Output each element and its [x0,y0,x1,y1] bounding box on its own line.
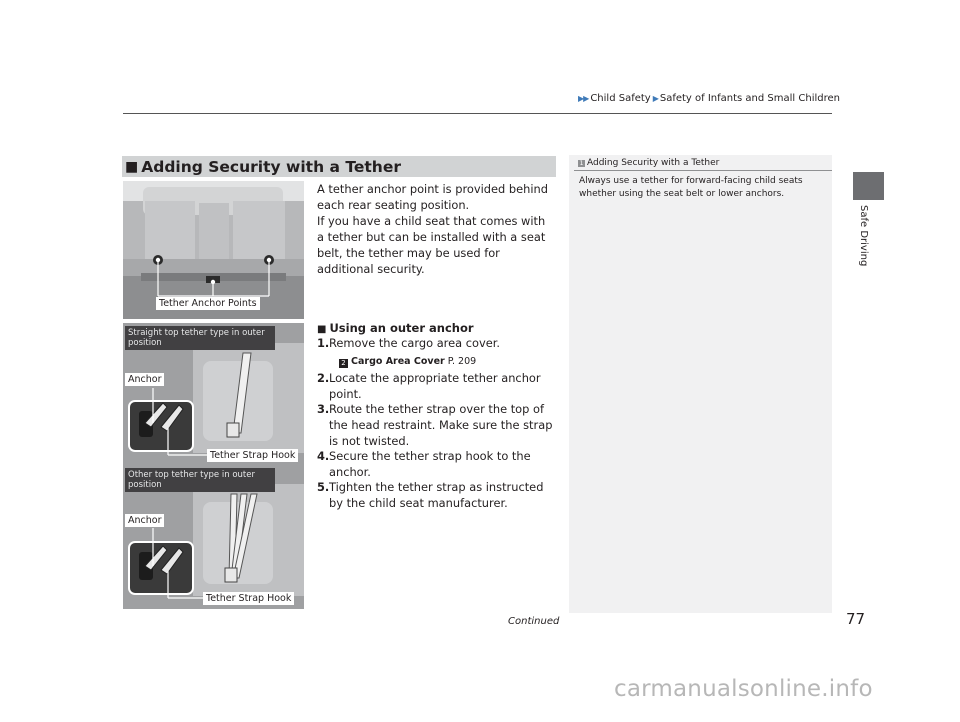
step-item [317,480,557,511]
step-item [317,449,557,480]
reference-label: Cargo Area Cover [351,355,445,367]
page-number: 77 [846,610,866,628]
notes-title-text: Adding Security with a Tether [587,158,720,168]
subsection-title: Using an outer anchor [329,321,474,335]
breadcrumb-arrow-icon: ▶ [652,94,658,103]
breadcrumb-parent: Child Safety [590,93,651,104]
step-number: 2. [317,371,330,386]
intro-text [317,181,555,277]
tether-anchor-points-label: Tether Anchor Points [156,297,260,310]
notes-sidebar [569,155,832,613]
step-text: Tighten the tether strap as instructed by the child seat manufacturer. [329,480,544,510]
step-item [317,402,557,449]
notes-rule [574,170,832,171]
cross-reference-link[interactable] [317,354,557,370]
figure-tether-anchor-points [123,181,304,319]
step-number: 5. [317,480,330,495]
intro-paragraph-2: If you have a child seat that comes with a tether but can be installed with a seat belt, the tether may be used for additional security. [317,214,546,276]
tether-strap-hook-label: Tether Strap Hook [203,592,294,605]
section-heading [122,156,556,177]
breadcrumb-arrow-icon: ▶▶ [578,94,589,103]
note-marker-icon: 1 [579,160,584,167]
straight-tether-caption: Straight top tether type in outer position [125,326,275,350]
anchor-label: Anchor [125,373,164,386]
notes-title [578,158,719,168]
step-text: Locate the appropriate tether anchor point. [329,371,541,401]
reference-page: P. 209 [447,355,477,367]
step-number: 3. [317,402,330,417]
step-text: Route the tether strap over the top of the head restraint. Make sure the strap is not twisted. [329,402,553,448]
breadcrumb [578,93,840,104]
watermark: carmanualsonline.info [614,676,873,702]
step-number: 4. [317,449,330,464]
breadcrumb-current: Safety of Infants and Small Children [659,93,840,104]
intro-paragraph-1: A tether anchor point is provided behind each rear seating position. [317,182,548,212]
other-tether-caption: Other top tether type in outer position [125,468,275,492]
continued-label: Continued [508,616,560,627]
chapter-tab-marker [853,172,884,200]
notes-text: Always use a tether for forward-facing child seats whether using the seat belt or lower anchors. [579,176,803,199]
steps-list [317,336,557,512]
step-number: 1. [317,336,330,350]
figure-straight-tether [123,323,304,466]
reference-arrow-icon: 2 [339,359,348,368]
step-text: Remove the cargo area cover. [329,336,500,350]
header-rule [123,113,832,114]
subsection-heading [317,321,474,335]
anchor-label: Anchor [125,514,164,527]
step-item [317,336,557,352]
figure-other-tether [123,466,304,609]
tether-strap-hook-label: Tether Strap Hook [207,449,298,462]
chapter-tab-label: Safe Driving [858,205,869,267]
step-item [317,371,557,402]
step-text: Secure the tether strap hook to the anchor. [329,449,531,479]
section-square-icon: ■ [125,158,139,175]
subsection-square-icon: ■ [317,324,327,335]
section-title: Adding Security with a Tether [141,157,401,176]
